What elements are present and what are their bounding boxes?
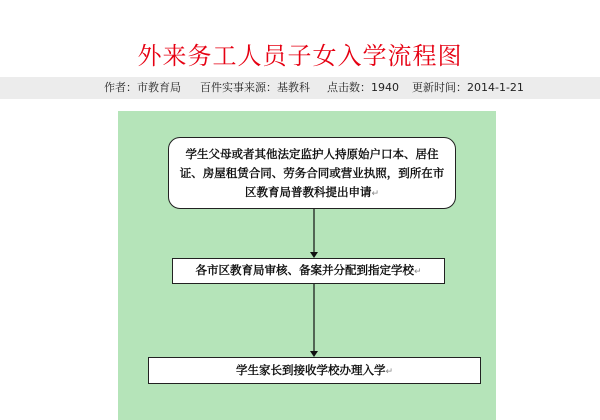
source: 百件实事来源：基教科 bbox=[200, 81, 310, 94]
return-mark: ↵ bbox=[413, 267, 422, 277]
click-count: 点击数：1940 bbox=[327, 81, 399, 94]
flow-step-apply bbox=[168, 137, 456, 209]
flow-step-enroll bbox=[148, 357, 481, 384]
step1-text: 学生父母或者其他法定监护人持原始户口本、居住证、房屋租赁合同、劳务合同或营业执照，到所在市区教育局普教科提出申请 bbox=[179, 147, 445, 199]
step2-text: 各市区教育局审核、备案并分配到指定学校 bbox=[195, 263, 414, 277]
author: 作者：市教育局 bbox=[104, 81, 181, 94]
flow-step-review bbox=[172, 258, 445, 284]
return-mark: ↵ bbox=[385, 367, 394, 377]
update-time: 更新时间：2014-1-21 bbox=[412, 81, 524, 94]
page-title: 外来务工人员子女入学流程图 bbox=[137, 42, 463, 70]
flowchart bbox=[118, 111, 496, 420]
return-mark: ↵ bbox=[371, 189, 380, 199]
step3-text: 学生家长到接收学校办理入学 bbox=[235, 363, 386, 377]
article-meta-bar bbox=[0, 77, 600, 99]
